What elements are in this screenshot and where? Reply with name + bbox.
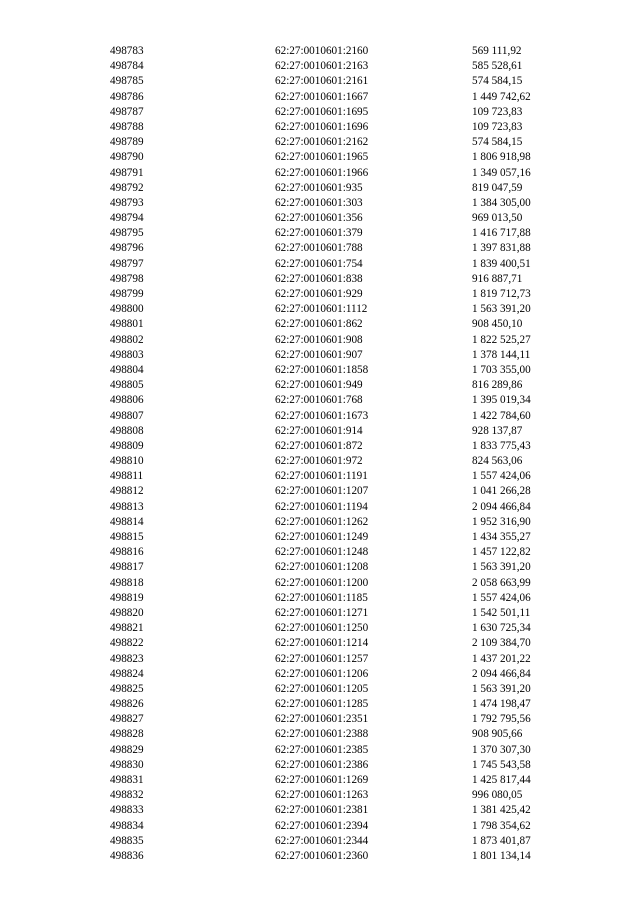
table-row xyxy=(0,500,640,515)
table-row xyxy=(0,135,640,150)
cadastral-value-cell: 824 563,06 xyxy=(472,455,523,468)
cadastral-value-cell: 569 111,92 xyxy=(472,45,522,57)
cadastral-number-cell: 62:27:0010601:2162 xyxy=(275,136,369,149)
record-number-cell: 498789 xyxy=(110,136,144,149)
cadastral-value-cell: 1 833 775,43 xyxy=(472,439,531,452)
cadastral-number-cell: 62:27:0010601:788 xyxy=(275,242,363,255)
table-row xyxy=(0,333,640,348)
record-number-cell: 498801 xyxy=(110,318,144,331)
record-number-cell: 498802 xyxy=(110,333,144,346)
cadastral-number-cell: 62:27:0010601:1248 xyxy=(275,546,369,559)
table-row xyxy=(0,773,640,788)
record-number-cell: 498790 xyxy=(110,151,144,164)
cadastral-number-cell: 62:27:0010601:872 xyxy=(275,439,363,452)
table-row xyxy=(0,621,640,636)
cadastral-number-cell: 62:27:0010601:949 xyxy=(275,379,363,392)
cadastral-value-cell: 1 381 425,42 xyxy=(472,804,531,817)
cadastral-value-cell: 1 563 391,20 xyxy=(472,303,531,316)
cadastral-value-cell: 1 839 400,51 xyxy=(472,257,531,270)
table-row xyxy=(0,788,640,803)
table-row xyxy=(0,560,640,575)
record-number-cell: 498829 xyxy=(110,743,144,756)
record-number-cell: 498833 xyxy=(110,804,144,817)
cadastral-value-cell: 908 905,66 xyxy=(472,728,523,741)
table-row xyxy=(0,105,640,120)
cadastral-value-cell: 109 723,83 xyxy=(472,105,523,118)
table-row xyxy=(0,712,640,727)
cadastral-value-cell: 109 723,83 xyxy=(472,120,523,133)
cadastral-value-cell: 1 563 391,20 xyxy=(472,561,531,574)
cadastral-number-cell: 62:27:0010601:1263 xyxy=(275,789,369,802)
table-row xyxy=(0,819,640,834)
record-number-cell: 498816 xyxy=(110,546,144,559)
record-number-cell: 498792 xyxy=(110,181,144,194)
record-number-cell: 498830 xyxy=(110,758,144,771)
cadastral-number-cell: 62:27:0010601:2385 xyxy=(275,743,369,756)
record-number-cell: 498826 xyxy=(110,698,144,711)
table-row xyxy=(0,530,640,545)
cadastral-value-cell: 574 584,15 xyxy=(472,136,523,149)
record-number-cell: 498820 xyxy=(110,606,144,619)
cadastral-number-cell: 62:27:0010601:356 xyxy=(275,212,363,225)
table-row xyxy=(0,181,640,196)
record-number-cell: 498796 xyxy=(110,242,144,255)
cadastral-value-cell: 1 557 424,06 xyxy=(472,470,531,483)
record-number-cell: 498832 xyxy=(110,789,144,802)
record-number-cell: 498828 xyxy=(110,728,144,741)
cadastral-value-cell: 1 806 918,98 xyxy=(472,151,531,164)
cadastral-value-cell: 1 630 725,34 xyxy=(472,622,531,635)
record-number-cell: 498810 xyxy=(110,455,144,468)
cadastral-value-cell: 1 792 795,56 xyxy=(472,713,531,726)
table-row xyxy=(0,591,640,606)
cadastral-value-cell: 1 349 057,16 xyxy=(472,166,531,179)
table-row xyxy=(0,409,640,424)
record-number-cell: 498793 xyxy=(110,196,144,209)
cadastral-number-cell: 62:27:0010601:1858 xyxy=(275,363,369,376)
cadastral-number-cell: 62:27:0010601:1269 xyxy=(275,774,369,786)
cadastral-value-cell: 1 384 305,00 xyxy=(472,196,531,209)
record-number-cell: 498821 xyxy=(110,622,144,635)
cadastral-value-cell: 2 109 384,70 xyxy=(472,637,531,650)
cadastral-number-cell: 62:27:0010601:935 xyxy=(275,181,363,194)
table-row xyxy=(0,439,640,454)
cadastral-number-cell: 62:27:0010601:1695 xyxy=(275,105,369,118)
cadastral-number-cell: 62:27:0010601:908 xyxy=(275,333,363,346)
table-row xyxy=(0,545,640,560)
table-row xyxy=(0,636,640,651)
cadastral-number-cell: 62:27:0010601:929 xyxy=(275,288,363,300)
cadastral-number-cell: 62:27:0010601:1112 xyxy=(275,303,368,316)
table-row xyxy=(0,758,640,773)
cadastral-value-cell: 819 047,59 xyxy=(472,181,523,194)
record-number-cell: 498805 xyxy=(110,379,144,392)
cadastral-number-cell: 62:27:0010601:838 xyxy=(275,272,363,285)
record-number-cell: 498822 xyxy=(110,637,144,650)
cadastral-number-cell: 62:27:0010601:907 xyxy=(275,348,363,361)
table-row xyxy=(0,120,640,135)
cadastral-value-cell: 1 474 198,47 xyxy=(472,698,531,711)
record-number-cell: 498785 xyxy=(110,75,144,88)
table-row xyxy=(0,272,640,287)
table-row xyxy=(0,59,640,74)
table-row xyxy=(0,241,640,256)
record-number-cell: 498803 xyxy=(110,348,144,361)
cadastral-value-cell: 1 952 316,90 xyxy=(472,515,531,528)
table-row xyxy=(0,849,640,864)
record-number-cell: 498783 xyxy=(110,45,144,57)
record-number-cell: 498811 xyxy=(110,470,144,483)
table-row xyxy=(0,652,640,667)
cadastral-number-cell: 62:27:0010601:1966 xyxy=(275,166,369,179)
table-row xyxy=(0,454,640,469)
cadastral-value-cell: 1 457 122,82 xyxy=(472,546,531,559)
record-number-cell: 498817 xyxy=(110,561,144,574)
record-number-cell: 498827 xyxy=(110,713,144,726)
record-number-cell: 498831 xyxy=(110,774,144,786)
table-row xyxy=(0,90,640,105)
table-row xyxy=(0,834,640,849)
record-number-cell: 498807 xyxy=(110,409,144,422)
record-number-cell: 498824 xyxy=(110,667,144,680)
cadastral-number-cell: 62:27:0010601:1206 xyxy=(275,667,369,680)
table-row xyxy=(0,682,640,697)
record-number-cell: 498835 xyxy=(110,834,144,847)
table-row xyxy=(0,150,640,165)
cadastral-number-cell: 62:27:0010601:972 xyxy=(275,455,363,468)
cadastral-number-cell: 62:27:0010601:1667 xyxy=(275,90,369,103)
cadastral-value-cell: 1 437 201,22 xyxy=(472,652,531,665)
cadastral-number-cell: 62:27:0010601:1207 xyxy=(275,485,369,498)
record-number-cell: 498834 xyxy=(110,819,144,832)
cadastral-number-cell: 62:27:0010601:1185 xyxy=(275,591,368,604)
cadastral-number-cell: 62:27:0010601:1673 xyxy=(275,409,369,422)
cadastral-number-cell: 62:27:0010601:1271 xyxy=(275,606,369,619)
cadastral-value-table xyxy=(0,44,640,864)
record-number-cell: 498808 xyxy=(110,424,144,437)
cadastral-number-cell: 62:27:0010601:1214 xyxy=(275,637,369,650)
cadastral-value-cell: 1 801 134,14 xyxy=(472,849,531,862)
cadastral-value-cell: 908 450,10 xyxy=(472,318,523,331)
table-row xyxy=(0,727,640,742)
table-row xyxy=(0,302,640,317)
record-number-cell: 498795 xyxy=(110,227,144,240)
cadastral-number-cell: 62:27:0010601:1249 xyxy=(275,531,369,543)
table-row xyxy=(0,74,640,89)
cadastral-number-cell: 62:27:0010601:2360 xyxy=(275,849,369,862)
table-row xyxy=(0,743,640,758)
cadastral-number-cell: 62:27:0010601:1194 xyxy=(275,500,368,513)
cadastral-value-cell: 1 422 784,60 xyxy=(472,409,531,422)
record-number-cell: 498814 xyxy=(110,515,144,528)
cadastral-value-cell: 1 542 501,11 xyxy=(472,606,531,619)
record-number-cell: 498804 xyxy=(110,363,144,376)
record-number-cell: 498798 xyxy=(110,272,144,285)
table-row xyxy=(0,226,640,241)
cadastral-number-cell: 62:27:0010601:2394 xyxy=(275,819,369,832)
record-number-cell: 498797 xyxy=(110,257,144,270)
table-row xyxy=(0,393,640,408)
cadastral-number-cell: 62:27:0010601:2386 xyxy=(275,758,369,771)
record-number-cell: 498819 xyxy=(110,591,144,604)
table-row xyxy=(0,424,640,439)
cadastral-number-cell: 62:27:0010601:2381 xyxy=(275,804,369,817)
table-row xyxy=(0,348,640,363)
cadastral-value-cell: 1 873 401,87 xyxy=(472,834,531,847)
cadastral-number-cell: 62:27:0010601:2344 xyxy=(275,834,369,847)
cadastral-value-cell: 1 822 525,27 xyxy=(472,333,531,346)
record-number-cell: 498812 xyxy=(110,485,144,498)
cadastral-number-cell: 62:27:0010601:1205 xyxy=(275,682,369,695)
cadastral-value-cell: 916 887,71 xyxy=(472,272,523,285)
cadastral-value-cell: 996 080,05 xyxy=(472,789,523,802)
table-row xyxy=(0,363,640,378)
table-row xyxy=(0,211,640,226)
cadastral-number-cell: 62:27:0010601:914 xyxy=(275,424,363,437)
record-number-cell: 498825 xyxy=(110,682,144,695)
record-number-cell: 498815 xyxy=(110,531,144,543)
cadastral-value-cell: 816 289,86 xyxy=(472,379,523,392)
cadastral-number-cell: 62:27:0010601:1965 xyxy=(275,151,369,164)
record-number-cell: 498784 xyxy=(110,60,144,73)
table-row xyxy=(0,196,640,211)
cadastral-value-cell: 574 584,15 xyxy=(472,75,523,88)
record-number-cell: 498799 xyxy=(110,288,144,300)
cadastral-number-cell: 62:27:0010601:2161 xyxy=(275,75,369,88)
cadastral-value-cell: 1 370 307,30 xyxy=(472,743,531,756)
cadastral-number-cell: 62:27:0010601:2388 xyxy=(275,728,369,741)
record-number-cell: 498813 xyxy=(110,500,144,513)
table-row xyxy=(0,484,640,499)
cadastral-number-cell: 62:27:0010601:2351 xyxy=(275,713,369,726)
record-number-cell: 498818 xyxy=(110,576,144,589)
cadastral-number-cell: 62:27:0010601:1262 xyxy=(275,515,369,528)
record-number-cell: 498800 xyxy=(110,303,144,316)
record-number-cell: 498809 xyxy=(110,439,144,452)
table-row xyxy=(0,606,640,621)
table-row xyxy=(0,257,640,272)
table-row xyxy=(0,44,640,59)
cadastral-number-cell: 62:27:0010601:2160 xyxy=(275,45,369,57)
record-number-cell: 498806 xyxy=(110,394,144,407)
cadastral-number-cell: 62:27:0010601:1208 xyxy=(275,561,369,574)
table-row xyxy=(0,166,640,181)
record-number-cell: 498836 xyxy=(110,849,144,862)
cadastral-value-cell: 928 137,87 xyxy=(472,424,523,437)
table-row xyxy=(0,667,640,682)
record-number-cell: 498788 xyxy=(110,120,144,133)
cadastral-value-cell: 2 094 466,84 xyxy=(472,500,531,513)
cadastral-value-cell: 585 528,61 xyxy=(472,60,523,73)
cadastral-value-cell: 1 819 712,73 xyxy=(472,288,531,300)
cadastral-value-cell: 1 798 354,62 xyxy=(472,819,531,832)
table-row xyxy=(0,803,640,818)
cadastral-value-cell: 1 557 424,06 xyxy=(472,591,531,604)
table-row xyxy=(0,287,640,302)
cadastral-value-cell: 1 745 543,58 xyxy=(472,758,531,771)
cadastral-number-cell: 62:27:0010601:1191 xyxy=(275,470,368,483)
record-number-cell: 498786 xyxy=(110,90,144,103)
cadastral-value-cell: 969 013,50 xyxy=(472,212,523,225)
cadastral-value-cell: 2 094 466,84 xyxy=(472,667,531,680)
cadastral-value-cell: 1 416 717,88 xyxy=(472,227,531,240)
cadastral-number-cell: 62:27:0010601:1257 xyxy=(275,652,369,665)
cadastral-number-cell: 62:27:0010601:1696 xyxy=(275,120,369,133)
cadastral-number-cell: 62:27:0010601:2163 xyxy=(275,60,369,73)
record-number-cell: 498791 xyxy=(110,166,144,179)
cadastral-number-cell: 62:27:0010601:1285 xyxy=(275,698,369,711)
cadastral-number-cell: 62:27:0010601:1250 xyxy=(275,622,369,635)
table-row xyxy=(0,697,640,712)
table-row xyxy=(0,576,640,591)
table-row xyxy=(0,378,640,393)
cadastral-value-cell: 1 563 391,20 xyxy=(472,682,531,695)
table-row xyxy=(0,317,640,332)
cadastral-value-cell: 1 397 831,88 xyxy=(472,242,531,255)
cadastral-number-cell: 62:27:0010601:303 xyxy=(275,196,363,209)
cadastral-number-cell: 62:27:0010601:1200 xyxy=(275,576,369,589)
cadastral-value-cell: 1 395 019,34 xyxy=(472,394,531,407)
cadastral-value-cell: 1 378 144,11 xyxy=(472,348,531,361)
cadastral-number-cell: 62:27:0010601:754 xyxy=(275,257,363,270)
cadastral-value-cell: 1 449 742,62 xyxy=(472,90,531,103)
cadastral-value-cell: 1 041 266,28 xyxy=(472,485,531,498)
cadastral-number-cell: 62:27:0010601:379 xyxy=(275,227,363,240)
cadastral-value-cell: 1 425 817,44 xyxy=(472,774,531,786)
cadastral-number-cell: 62:27:0010601:768 xyxy=(275,394,363,407)
cadastral-number-cell: 62:27:0010601:862 xyxy=(275,318,363,331)
table-row xyxy=(0,515,640,530)
table-row xyxy=(0,469,640,484)
record-number-cell: 498823 xyxy=(110,652,144,665)
cadastral-value-cell: 1 434 355,27 xyxy=(472,531,531,543)
record-number-cell: 498787 xyxy=(110,105,144,118)
cadastral-value-cell: 2 058 663,99 xyxy=(472,576,531,589)
record-number-cell: 498794 xyxy=(110,212,144,225)
cadastral-value-cell: 1 703 355,00 xyxy=(472,363,531,376)
